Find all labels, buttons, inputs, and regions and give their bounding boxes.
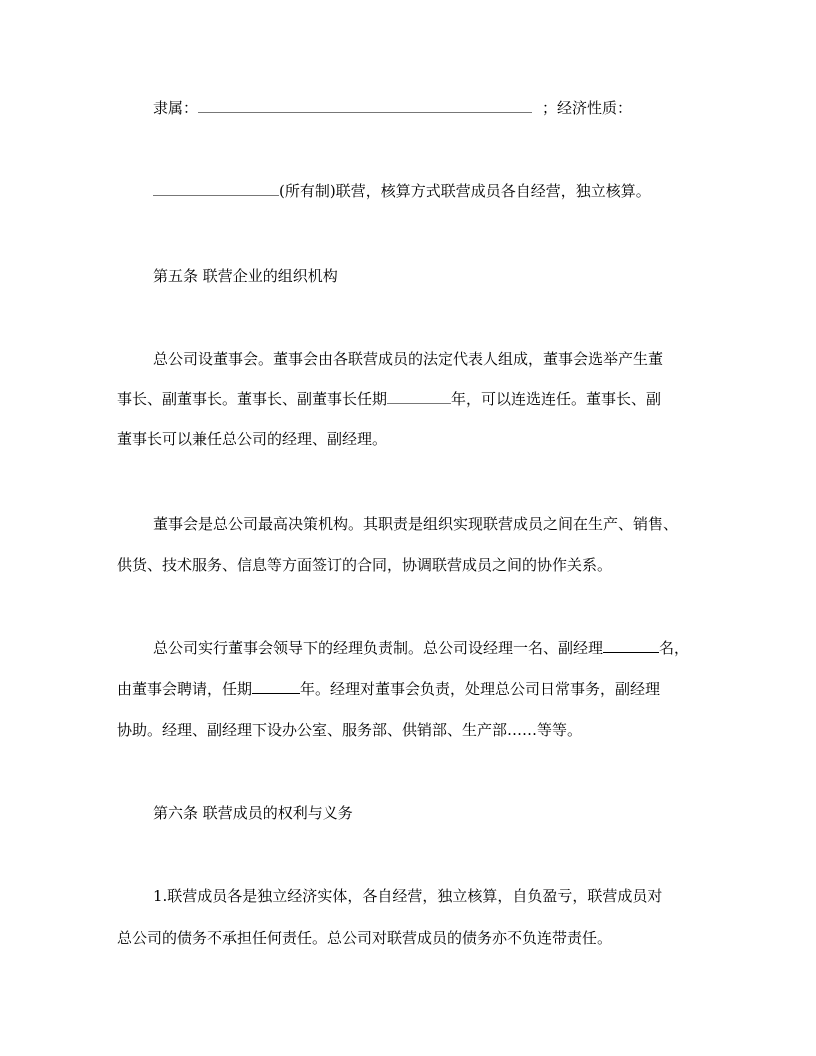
- paragraph-4-line-2: 总公司的债务不承担任何责任。总公司对联营成员的债务亦不负连带责任。: [117, 929, 613, 947]
- paragraph-2-line-2: 供货、技术服务、信息等方面签订的合同，协调联营成员之间的协作关系。: [117, 556, 613, 574]
- affiliation-blank[interactable]: [198, 98, 532, 113]
- manager-term-text-b: 年。经理对董事会负责，处理总公司日常事务，副经理: [300, 680, 661, 698]
- ownership-line: [153, 181, 651, 201]
- paragraph-1-line-2: [117, 389, 661, 409]
- paragraph-3-line-1: [153, 638, 689, 658]
- paragraph-3-line-2: [117, 679, 660, 699]
- paragraph-4-line-1: 1.联营成员各是独立经济实体，各自经营，独立核算，自负盈亏，联营成员对: [153, 887, 663, 905]
- economic-nature-label: ；经济性质：: [542, 99, 633, 117]
- ownership-text: (所有制)联营，核算方式联营成员各自经营，独立核算。: [279, 182, 651, 200]
- ownership-blank[interactable]: [153, 181, 279, 196]
- manager-term-text-a: 由董事会聘请，任期: [117, 680, 253, 698]
- term-text-a: 事长、副董事长。董事长、副董事长任期: [117, 390, 388, 408]
- deputy-count-text-b: 名，: [659, 639, 690, 657]
- term-text-b: 年，可以连选连任。董事长、副: [451, 390, 662, 408]
- paragraph-2-line-1: 董事会是总公司最高决策机构。其职责是组织实现联营成员之间在生产、销售、: [153, 515, 679, 533]
- article-6-heading: 第六条 联营成员的权利与义务: [153, 804, 353, 822]
- paragraph-1-line-3: 董事长可以兼任总公司的经理、副经理。: [117, 430, 388, 448]
- deputy-count-blank[interactable]: [603, 638, 659, 653]
- paragraph-1-line-1: 总公司设董事会。董事会由各联营成员的法定代表人组成，董事会选举产生董: [153, 350, 664, 368]
- affiliation-line: [153, 98, 632, 118]
- paragraph-3-line-3: 协助。经理、副经理下设办公室、服务部、供销部、生产部……等等。: [117, 721, 583, 739]
- board-term-blank[interactable]: [387, 389, 451, 404]
- deputy-count-text-a: 总公司实行董事会领导下的经理负责制。总公司设经理一名、副经理: [153, 639, 604, 657]
- affiliation-label: 隶属：: [153, 99, 199, 117]
- manager-term-blank[interactable]: [252, 679, 300, 694]
- article-5-heading: 第五条 联营企业的组织机构: [153, 267, 338, 285]
